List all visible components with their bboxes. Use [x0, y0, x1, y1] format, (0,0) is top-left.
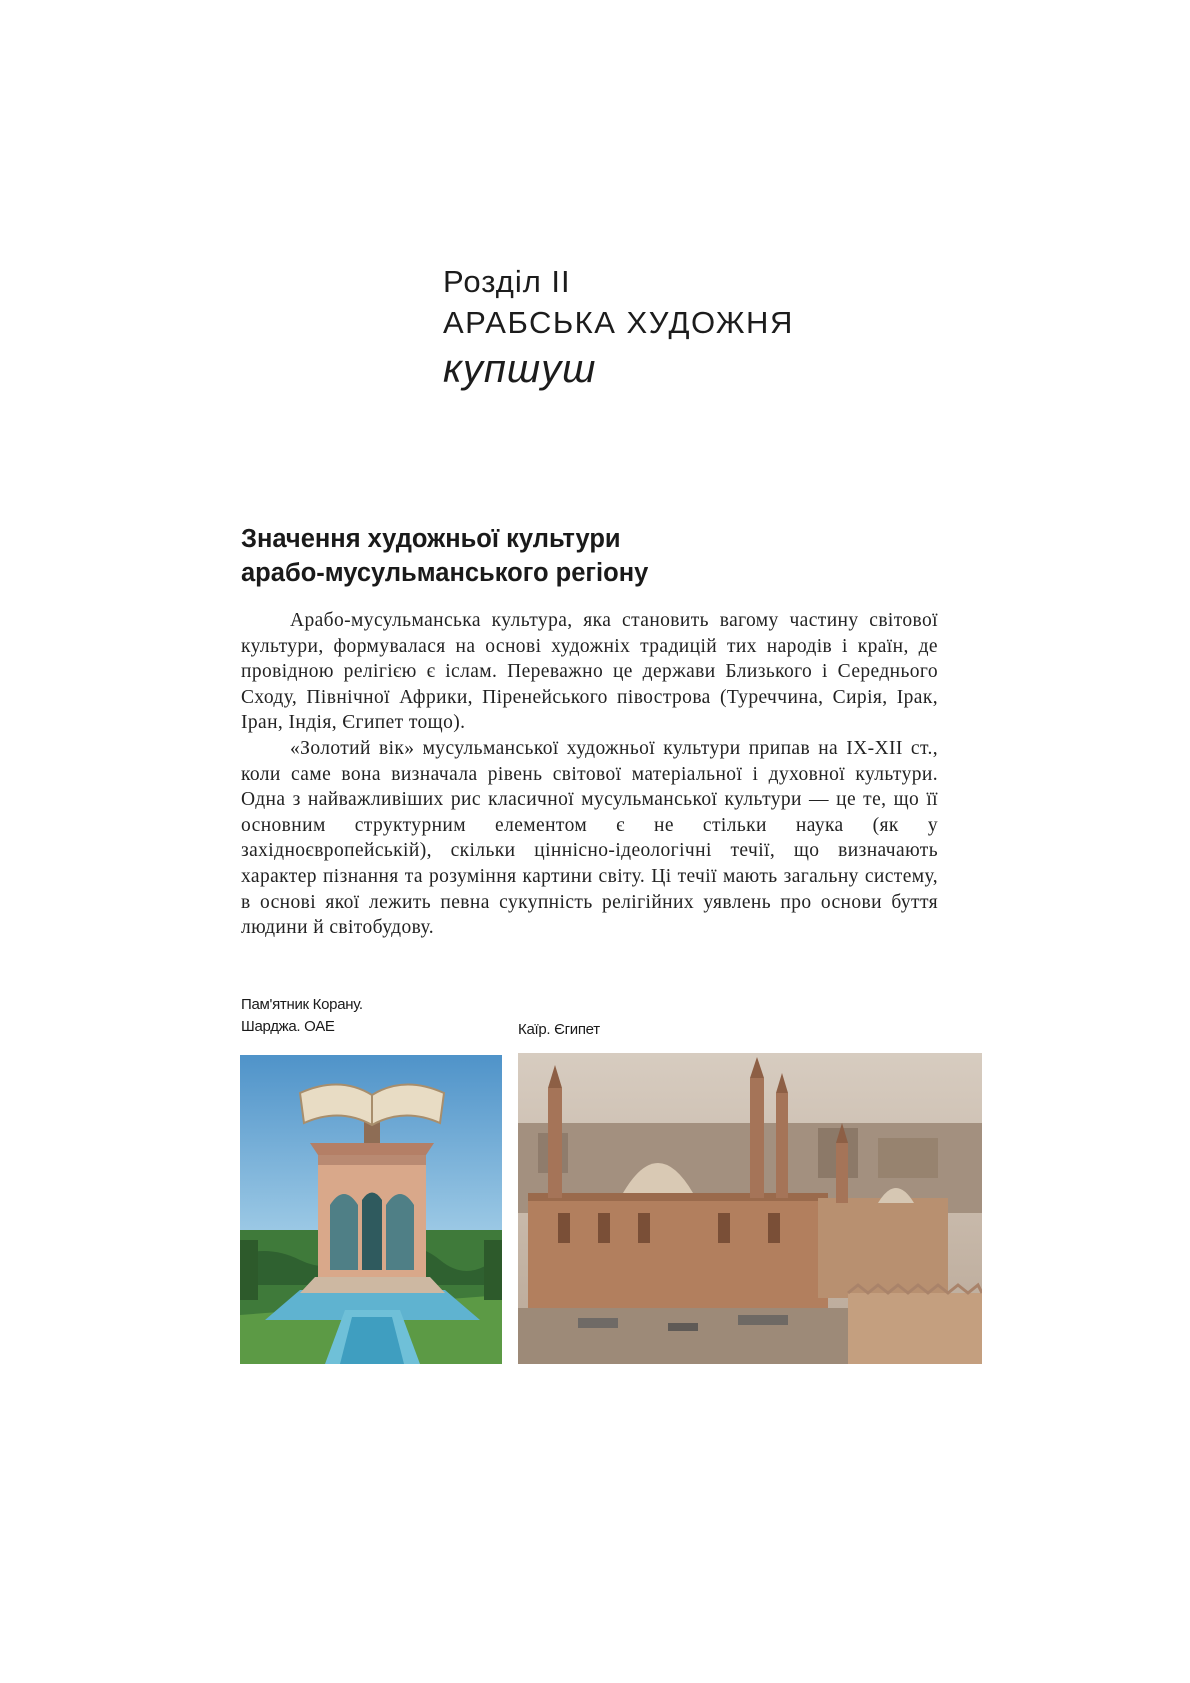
section-heading	[241, 522, 941, 590]
caption-quran-monument	[241, 994, 363, 1038]
chapter-header	[443, 262, 794, 394]
chapter-label: Розділ II	[443, 264, 571, 299]
paragraph-1: Арабо-мусульманська культура, яка становить вагому частину світової культури, формувалася на основі художніх традицій тих народів і країн, де провідною релігією є іслам. Переважно це держави Близького і Середнього Сходу, Північної Африки, Піренейського півострова (Туреччина, Сирія, Ірак, Іран, Індія, Єгипет тощо).	[241, 610, 938, 734]
caption-quran-monument-line-2: Шарджа. ОАЕ	[241, 1018, 335, 1035]
body-text	[241, 608, 938, 941]
section-heading-line-2: арабо-мусульманського регіону	[241, 559, 649, 587]
section-heading-line-1: Значення художньої культури	[241, 525, 621, 553]
chapter-title: АРАБСЬКА ХУДОЖНЯ	[443, 305, 794, 340]
paragraph-2: «Золотий вік» мусульманської художньої культури припав на IX-XII ст., коли саме вона визначала рівень світової матеріальної і духовної культури. Одна з найважливіших рис класичної мусульманської культури — це те, що її основним структурним елементом є не стільки наука (як у західноєвропейській), скільки ціннісно-ідеологічні течії, що визначають характер пізнання та розуміння картини світу. Ці течії мають загальну систему, в основі якої лежить певна сукупність релігійних уявлень про основи буття людини й світобудову.	[241, 737, 938, 939]
cairo-photo	[518, 1053, 982, 1364]
caption-quran-monument-line-1: Пам'ятник Корану.	[241, 996, 363, 1013]
quran-monument-photo	[240, 1055, 502, 1364]
caption-cairo: Каїр. Єгипет	[518, 1021, 600, 1038]
chapter-subtitle: купшуш	[443, 347, 597, 391]
